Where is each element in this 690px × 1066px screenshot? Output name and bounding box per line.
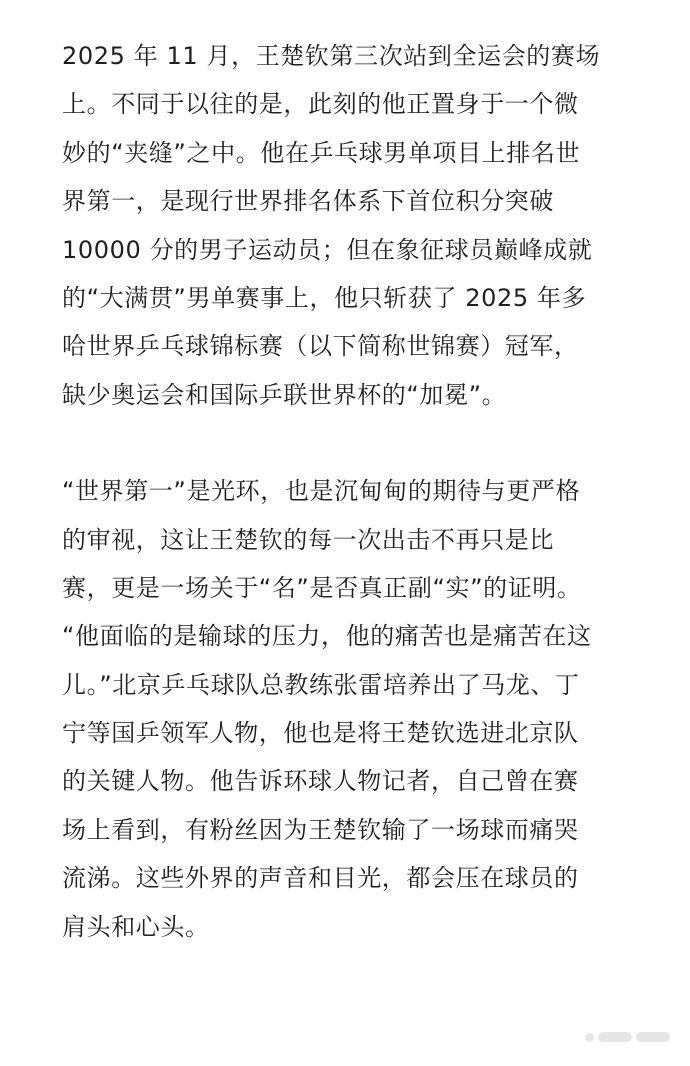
- text-line: 流涕。这些外界的声音和目光，都会压在球员的: [62, 864, 579, 893]
- watermark-dot: [585, 1033, 594, 1042]
- text-line: 界第一，是现行世界排名体系下首位积分突破: [62, 187, 554, 216]
- watermark-bar: [636, 1032, 670, 1042]
- text-line: 的“大满贯”男单赛事上，他只斩获了 2025 年多: [62, 283, 587, 312]
- article-body: [62, 32, 662, 951]
- text-line: 2025 年 11 月，王楚钦第三次站到全运会的赛场: [62, 42, 601, 70]
- text-line: 的审视，这让王楚钦的每一次出击不再只是比: [62, 525, 554, 554]
- text-line: 场上看到，有粉丝因为王楚钦输了一场球而痛哭: [62, 815, 579, 844]
- paragraph-1: [62, 32, 662, 419]
- text-line: 儿。”北京乒乓球队总教练张雷培养出了马龙、丁: [62, 670, 580, 699]
- text-line: 缺少奥运会和国际乒联世界杯的“加冕”。: [62, 380, 507, 409]
- text-line: 的关键人物。他告诉环球人物记者，自己曾在赛: [62, 767, 579, 796]
- text-line: 赛，更是一场关于“名”是否真正副“实”的证明。: [62, 573, 582, 602]
- paragraph-2: [62, 467, 662, 951]
- text-line: “他面临的是输球的压力，他的痛苦也是痛苦在这: [62, 622, 592, 651]
- watermark-bar: [598, 1032, 632, 1042]
- text-line: “世界第一”是光环，也是沉甸甸的期待与更严格: [62, 477, 581, 506]
- text-line: 肩头和心头。: [62, 912, 210, 941]
- paragraph-spacer: [62, 419, 662, 467]
- text-line: 宁等国乒领军人物，他也是将王楚钦选进北京队: [62, 719, 579, 748]
- text-line: 妙的“夹缝”之中。他在乒乓球男单项目上排名世: [62, 138, 581, 167]
- blurred-watermark-icon: [585, 1032, 670, 1042]
- text-line: 上。不同于以往的是，此刻的他正置身于一个微: [62, 90, 579, 119]
- text-line: 哈世界乒乓球锦标赛（以下简称世锦赛）冠军，: [62, 332, 579, 361]
- text-line: 10000 分的男子运动员；但在象征球员巅峰成就: [62, 235, 593, 264]
